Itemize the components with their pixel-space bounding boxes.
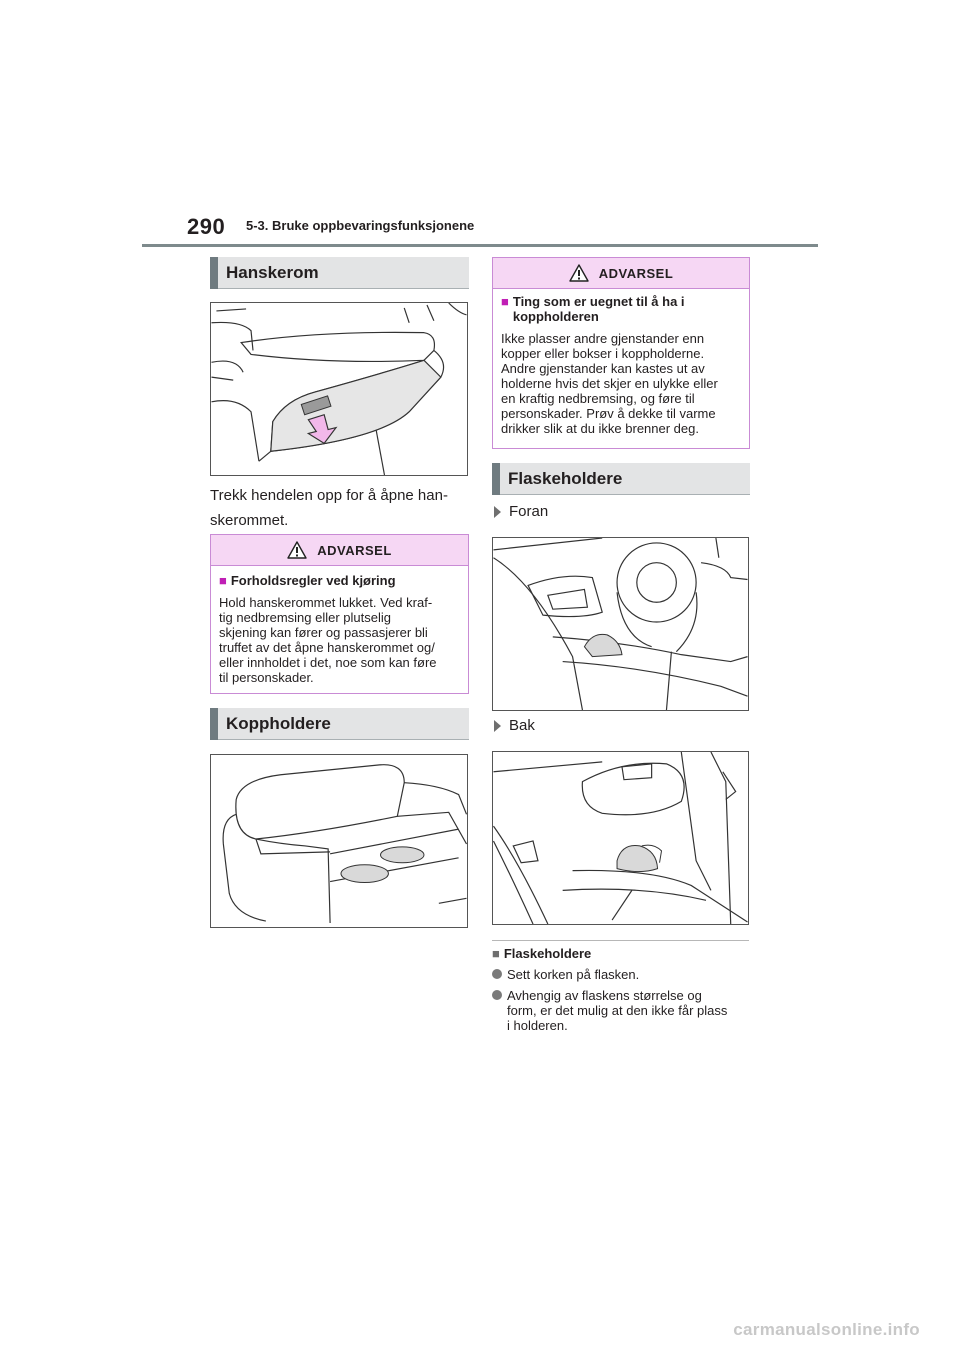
section-heading-glovebox bbox=[210, 257, 469, 289]
section-heading-cupholders bbox=[210, 708, 469, 740]
square-bullet-icon: ■ bbox=[501, 294, 509, 309]
glovebox-drawing bbox=[211, 303, 467, 475]
circle-bullet-icon bbox=[492, 969, 502, 979]
warning-line: til personskader. bbox=[219, 670, 314, 685]
rear-bottle-holder-drawing bbox=[493, 752, 748, 924]
warning-triangle-icon bbox=[287, 541, 307, 559]
warning-line: kopper eller bokser i koppholderne. bbox=[501, 346, 705, 361]
warning-box-cupholder bbox=[492, 257, 750, 449]
cupholder-drawing bbox=[211, 755, 467, 927]
warning-subtitle-text: Forholdsregler ved kjøring bbox=[230, 573, 396, 588]
warning-box-driving bbox=[210, 534, 469, 694]
arrow-right-icon bbox=[494, 506, 501, 518]
cupholder-illustration bbox=[210, 754, 468, 928]
warning-header bbox=[211, 535, 468, 566]
section-heading-bottle-holders-label: Flaskeholdere bbox=[508, 469, 623, 488]
warning-subtitle bbox=[219, 573, 460, 588]
warning-line: eller innholdet i det, noe som kan føre bbox=[219, 655, 437, 670]
note-item bbox=[492, 967, 754, 982]
note-item bbox=[492, 988, 754, 1033]
warning-line: Hold hanskerommet lukket. Ved kraf- bbox=[219, 595, 433, 610]
section-heading-cupholders-label: Koppholdere bbox=[226, 714, 331, 733]
note-heading-text: Flaskeholdere bbox=[503, 946, 592, 961]
warning-label: ADVARSEL bbox=[598, 265, 674, 281]
glovebox-caption-line2: skerommet. bbox=[210, 512, 289, 529]
square-bullet-icon: ■ bbox=[492, 946, 500, 961]
note-divider bbox=[492, 940, 749, 941]
front-bottle-holder-illustration bbox=[492, 537, 749, 711]
glovebox-caption bbox=[210, 484, 470, 532]
warning-line: holderne hvis det skjer en ulykke eller bbox=[501, 376, 718, 391]
note-heading bbox=[492, 946, 754, 961]
section-heading-glovebox-label: Hanskerom bbox=[226, 263, 319, 282]
header-divider bbox=[142, 244, 818, 247]
circle-bullet-icon bbox=[492, 990, 502, 1000]
square-bullet-icon: ■ bbox=[219, 573, 227, 588]
warning-line: truffet av det åpne hanskerommet og/ bbox=[219, 640, 435, 655]
note-item-line: i holderen. bbox=[507, 1018, 568, 1033]
warning-line: Andre gjenstander kan kastes ut av bbox=[501, 361, 705, 376]
bottle-holder-notes bbox=[492, 946, 754, 1033]
section-heading-bottle-holders bbox=[492, 463, 750, 495]
watermark: carmanualsonline.info bbox=[733, 1320, 920, 1339]
warning-line: drikker slik at du ikke brenner deg. bbox=[501, 421, 699, 436]
rear-label-text: Bak bbox=[509, 717, 535, 734]
note-item-text: Sett korken på flasken. bbox=[507, 967, 640, 982]
warning-line: personskader. Prøv å dekke til varme bbox=[501, 406, 716, 421]
warning-subtitle-line1: Ting som er uegnet til å ha i bbox=[512, 294, 685, 309]
warning-label: ADVARSEL bbox=[317, 542, 392, 558]
page-number: 290 bbox=[187, 214, 226, 239]
note-item-line: form, er det mulig at den ikke får plass bbox=[507, 1003, 728, 1018]
warning-line: Ikke plasser andre gjenstander enn bbox=[501, 331, 705, 346]
warning-body bbox=[501, 331, 741, 436]
warning-triangle-icon bbox=[569, 264, 589, 282]
warning-subtitle-line2: koppholderen bbox=[512, 309, 599, 324]
glovebox-illustration bbox=[210, 302, 468, 476]
warning-header bbox=[493, 258, 749, 289]
front-label-text: Foran bbox=[509, 503, 549, 520]
warning-subtitle bbox=[501, 294, 741, 324]
front-bottle-holder-drawing bbox=[493, 538, 748, 710]
rear-bottle-holder-illustration bbox=[492, 751, 749, 925]
warning-line: tig nedbremsing eller plutselig bbox=[219, 610, 391, 625]
rear-label bbox=[494, 717, 535, 734]
arrow-right-icon bbox=[494, 720, 501, 732]
warning-body bbox=[219, 595, 460, 685]
front-label bbox=[494, 503, 548, 520]
chapter-title: 5-3. Bruke oppbevaringsfunksjonene bbox=[246, 218, 475, 233]
note-item-line: Avhengig av flaskens størrelse og bbox=[507, 988, 702, 1003]
warning-line: en kraftig nedbremsing, og føre til bbox=[501, 391, 695, 406]
warning-line: skjening kan fører og passasjerer bli bbox=[219, 625, 428, 640]
glovebox-caption-line1: Trekk hendelen opp for å åpne han- bbox=[210, 487, 448, 504]
